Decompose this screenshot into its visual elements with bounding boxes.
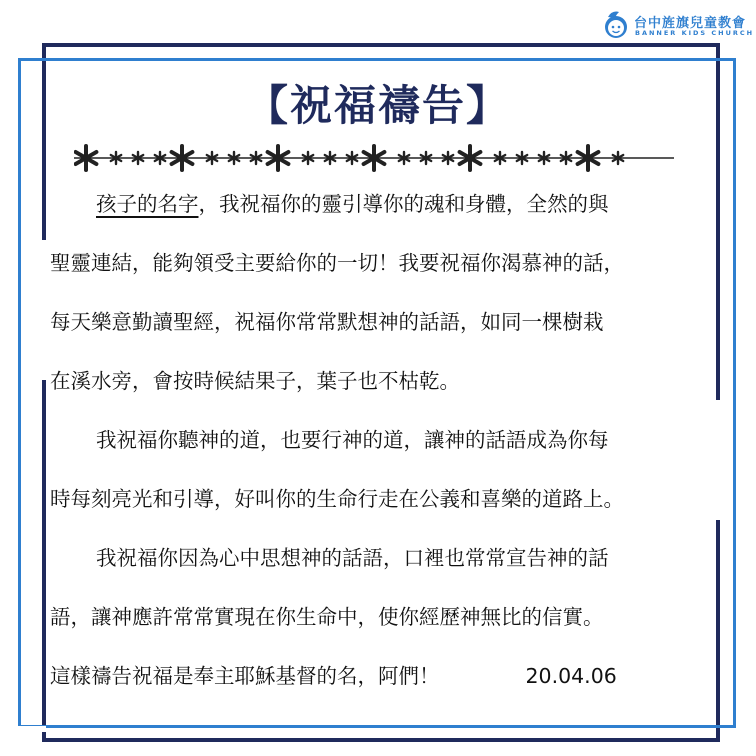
paragraph-1-line-4: 在溪水旁，會按時候結果子，葉子也不枯乾。 (50, 369, 460, 393)
closing-line (50, 656, 710, 715)
paragraph-3-line-2: 語，讓神應許常常實現在你生命中，使你經歷神無比的信實。 (50, 605, 604, 629)
prayer-body (50, 184, 710, 715)
paragraph-1-line-1 (50, 184, 710, 243)
page-title: 【祝福禱告】 (245, 81, 510, 130)
paragraph-2-line-1: 我祝福你聽神的道，也要行神的道，讓神的話語成為你每 (96, 428, 609, 452)
paragraph-1-line-1-text: ，我祝福你的靈引導你的魂和身體，全然的與 (198, 192, 609, 216)
paragraph-2-line-2: 時每刻亮光和引導，好叫你的生命行走在公義和喜樂的道路上。 (50, 487, 624, 511)
prayer-date: 20.04.06 (525, 664, 617, 688)
asterisk-divider (74, 138, 674, 178)
church-logo (602, 8, 755, 42)
logo-subtitle: BANNER KIDS CHURCH (635, 29, 755, 37)
paragraph-1-line-2: 聖靈連結，能夠領受主要給你的一切！我要祝福你渴慕神的話， (50, 251, 624, 275)
child-face-icon (602, 9, 630, 39)
paragraph-1-line-3: 每天樂意勤讀聖經，祝福你常常默想神的話語，如同一棵樹栽 (50, 310, 604, 334)
paragraph-3-line-1: 我祝福你因為心中思想神的話語，口裡也常常宣告神的話 (96, 546, 609, 570)
closing-text: 這樣禱告祝福是奉主耶穌基督的名，阿們！ (50, 664, 440, 688)
child-name-placeholder: 孩子的名字 (96, 192, 199, 216)
logo-title: 台中旌旗兒童教會 (634, 16, 747, 31)
